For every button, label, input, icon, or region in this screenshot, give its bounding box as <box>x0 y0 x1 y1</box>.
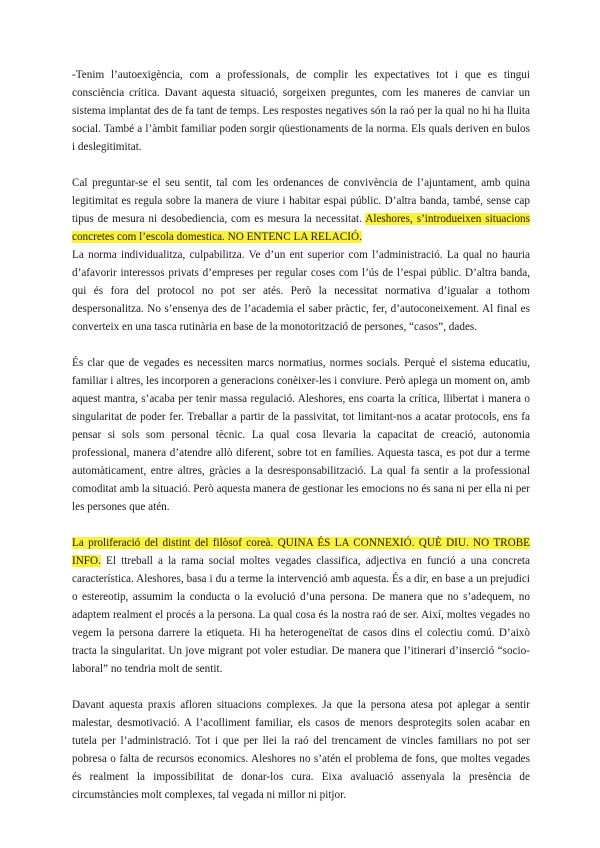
paragraph-5-text: El ttreball a la rama social moltes vegades classifica, adjectiva en funció a una concreta característica. Aleshores, basa i du a terme la intervenció amb aquesta. És a dir, en base a un prejudici o estereotip, assumim la conducta o la evolució d’una persona. De manera que no s’adequem, no adaptem realment el procés a la persona. La qual cosa és la nostra raó de ser. Així, moltes vegades no vegem la persona darrere la etiqueta. Hi ha heterogeneïtat de casos dins el colectiu comú. D’això tracta la singularitat. Un jove migrant pot voler estudiar. De manera que l’itinerari d’inserció “socio-laboral” no tendria molt de sentit. <box>72 555 530 675</box>
highlighted-comment: Aleshores, s’introdueixen situacions concretes com l’escola domestica. NO ENTENC LA RELACIÓ. <box>72 213 530 243</box>
paragraph-3-text: La norma individualitza, culpabilitza. Ve d’un ent superior com l’administració. La qual no hauria d’afavorir interessos privats d’empreses per regular coses com l’ús de l’espai públic. D’altra banda, qui és fora del protocol no pot ser atés. Però la necessitat normativa d’igualar a tothom despersonalitza. No s’ensenya des de l’academia el saber pràctic, fer, d’autoconeixement. Al final es converteix en una tasca rutinària en base de la monotorització de persones, “casos”, dades. <box>72 249 530 333</box>
highlighted-comment: La proliferació del distint del filòsof coreà. QUINA ÉS LA CONNEXIÓ. QUÈ DIU. NO TROBE INFO. <box>72 537 530 567</box>
paragraph-5 <box>72 534 530 678</box>
paragraph-1-text: -Tenim l’autoexigència, com a professionals, de complir les expectatives tot i que es tingui consciència crítica. Davant aquesta situació, sorgeixen preguntes, com les maneres de canviar un sistema implantat des de fa tant de temps. Les respostes negatives són la raó per la qual no hi ha lluita social. També a l’àmbit familiar poden sorgir qüestionaments de la norma. Els quals deriven en bulos i deslegitimitat. <box>72 69 530 153</box>
document-page <box>72 66 530 822</box>
paragraph-6-text: Davant aquesta praxis afloren situacions complexes. Ja que la persona atesa pot aplegar a sentir malestar, desmotivació. A l’acolliment familiar, els casos de menors desprotegits solen acabar en tutela per l’administració. Tot i que per llei la raó del trencament de vincles familiars no pot ser pobresa o falta de recursos economics. Aleshores no s’atén el problema de fons, que moltes vegades és realment la impossibilitat de donar-los cura. Eixa avaluació assenyala la presència de circumstàncies molt complexes, tal vegada ni millor ni pitjor. <box>72 699 530 801</box>
paragraph-1 <box>72 66 530 156</box>
paragraph-4-text: És clar que de vegades es necessiten marcs normatius, normes socials. Perquè el sistema educatiu, familiar i altres, les incorporen a generacions conèixer-les i conviure. Però aplega un moment on, amb aquest mantra, s’acaba per tenir massa regulació. Aleshores, ens coarta la crítica, llibertat i manera o singularitat de poder fer. Treballar a partir de la passivitat, tot limitant-nos a acatar protocols, ens fa pensar si sols som personal tècnic. La qual cosa llevaria la capacitat de creació, autonomia professional, manera d’atendre allò diferent, sobre tot en famílies. Aquesta tasca, es pot dur a terme automàticament, entre altres, gràcies a la desresponsabilització. La qual fa sentir a la professional comoditat amb la situació. Però aquesta manera de gestionar les emocions no és sana ni per ella ni per les persones que atén. <box>72 357 530 513</box>
paragraph-6 <box>72 696 530 804</box>
paragraph-3 <box>72 246 530 336</box>
paragraph-2 <box>72 174 530 246</box>
paragraph-4 <box>72 354 530 516</box>
paragraph-2-text: Cal preguntar-se el seu sentit, tal com les ordenances de convivència de l’ajuntament, amb quina legitimitat es regula sobre la manera de viure i habitar espai públic. D’altra banda, també, sense cap tipus de mesura ni desobediencia, com es mesura la necessitat. <box>72 177 530 225</box>
